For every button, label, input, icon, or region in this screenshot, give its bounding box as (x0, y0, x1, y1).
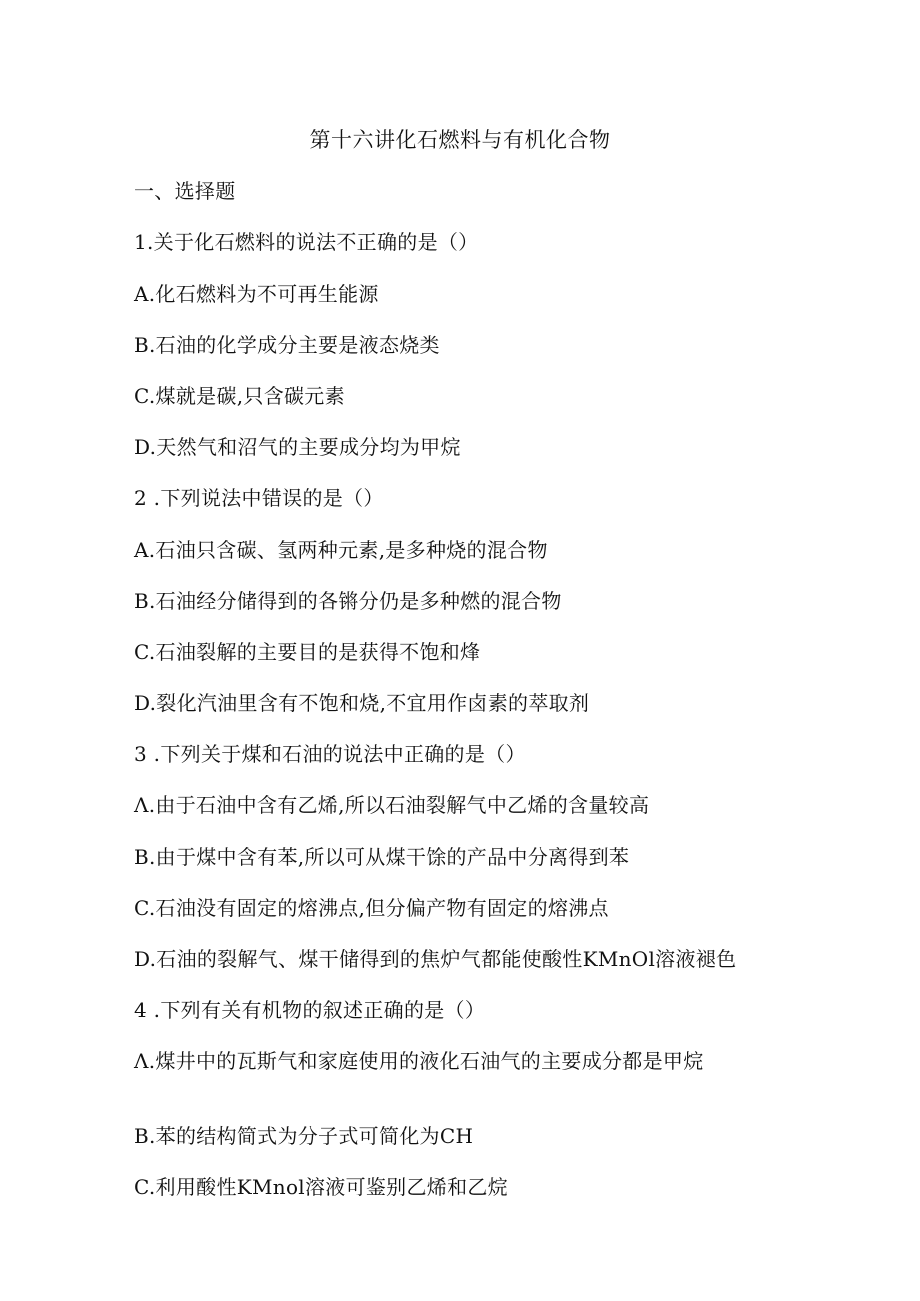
document-title: 第十六讲化石燃料与有机化合物 (309, 128, 611, 152)
question-2-option-c: C.石油裂解的主要目的是获得不饱和烽 (134, 640, 481, 664)
section-heading: 一、选择题 (134, 179, 236, 203)
question-1-option-b: B.石油的化学成分主要是液态烧类 (134, 333, 440, 357)
question-2-option-a: A.石油只含碳、氢两种元素,是多种烧的混合物 (134, 538, 548, 562)
question-3-stem: 3 .下列关于煤和石油的说法中正确的是（） (134, 742, 526, 766)
question-1-stem: 1.关于化石燃料的说法不正确的是（） (134, 230, 479, 254)
question-1-option-a: A.化石燃料为不可再生能源 (134, 282, 379, 306)
question-4-option-b: B.苯的结构简式为分子式可简化为CH (134, 1124, 474, 1148)
question-2-option-d: D.裂化汽油里含有不饱和烧,不宜用作卤素的萃取剂 (134, 691, 590, 715)
question-4-stem: 4 .下列有关有机物的叙述正确的是（） (134, 998, 486, 1022)
question-3-option-a: Λ.由于石油中含有乙烯,所以石油裂解气中乙烯的含量较高 (134, 793, 650, 817)
question-4-option-a: Λ.煤井中的瓦斯气和家庭使用的液化石油气的主要成分都是甲烷 (134, 1049, 704, 1073)
question-1-option-c: C.煤就是碳,只含碳元素 (134, 384, 345, 408)
question-1-option-d: D.天然气和沼气的主要成分均为甲烷 (134, 435, 461, 459)
question-3-option-c: C.石油没有固定的熔沸点,但分偏产物有固定的熔沸点 (134, 896, 609, 920)
question-2-stem: 2 .下列说法中错误的是（） (134, 486, 384, 510)
question-3-option-d: D.石油的裂解气、煤干储得到的焦炉气都能使酸性KMnOl溶液褪色 (134, 947, 737, 971)
question-2-option-b: B.石油经分储得到的各锵分仍是多种燃的混合物 (134, 589, 562, 613)
question-4-option-c: C.利用酸性KMnol溶液可鉴别乙烯和乙烷 (134, 1175, 508, 1199)
question-3-option-b: B.由于煤中含有苯,所以可从煤干馀的产品中分离得到苯 (134, 845, 630, 869)
